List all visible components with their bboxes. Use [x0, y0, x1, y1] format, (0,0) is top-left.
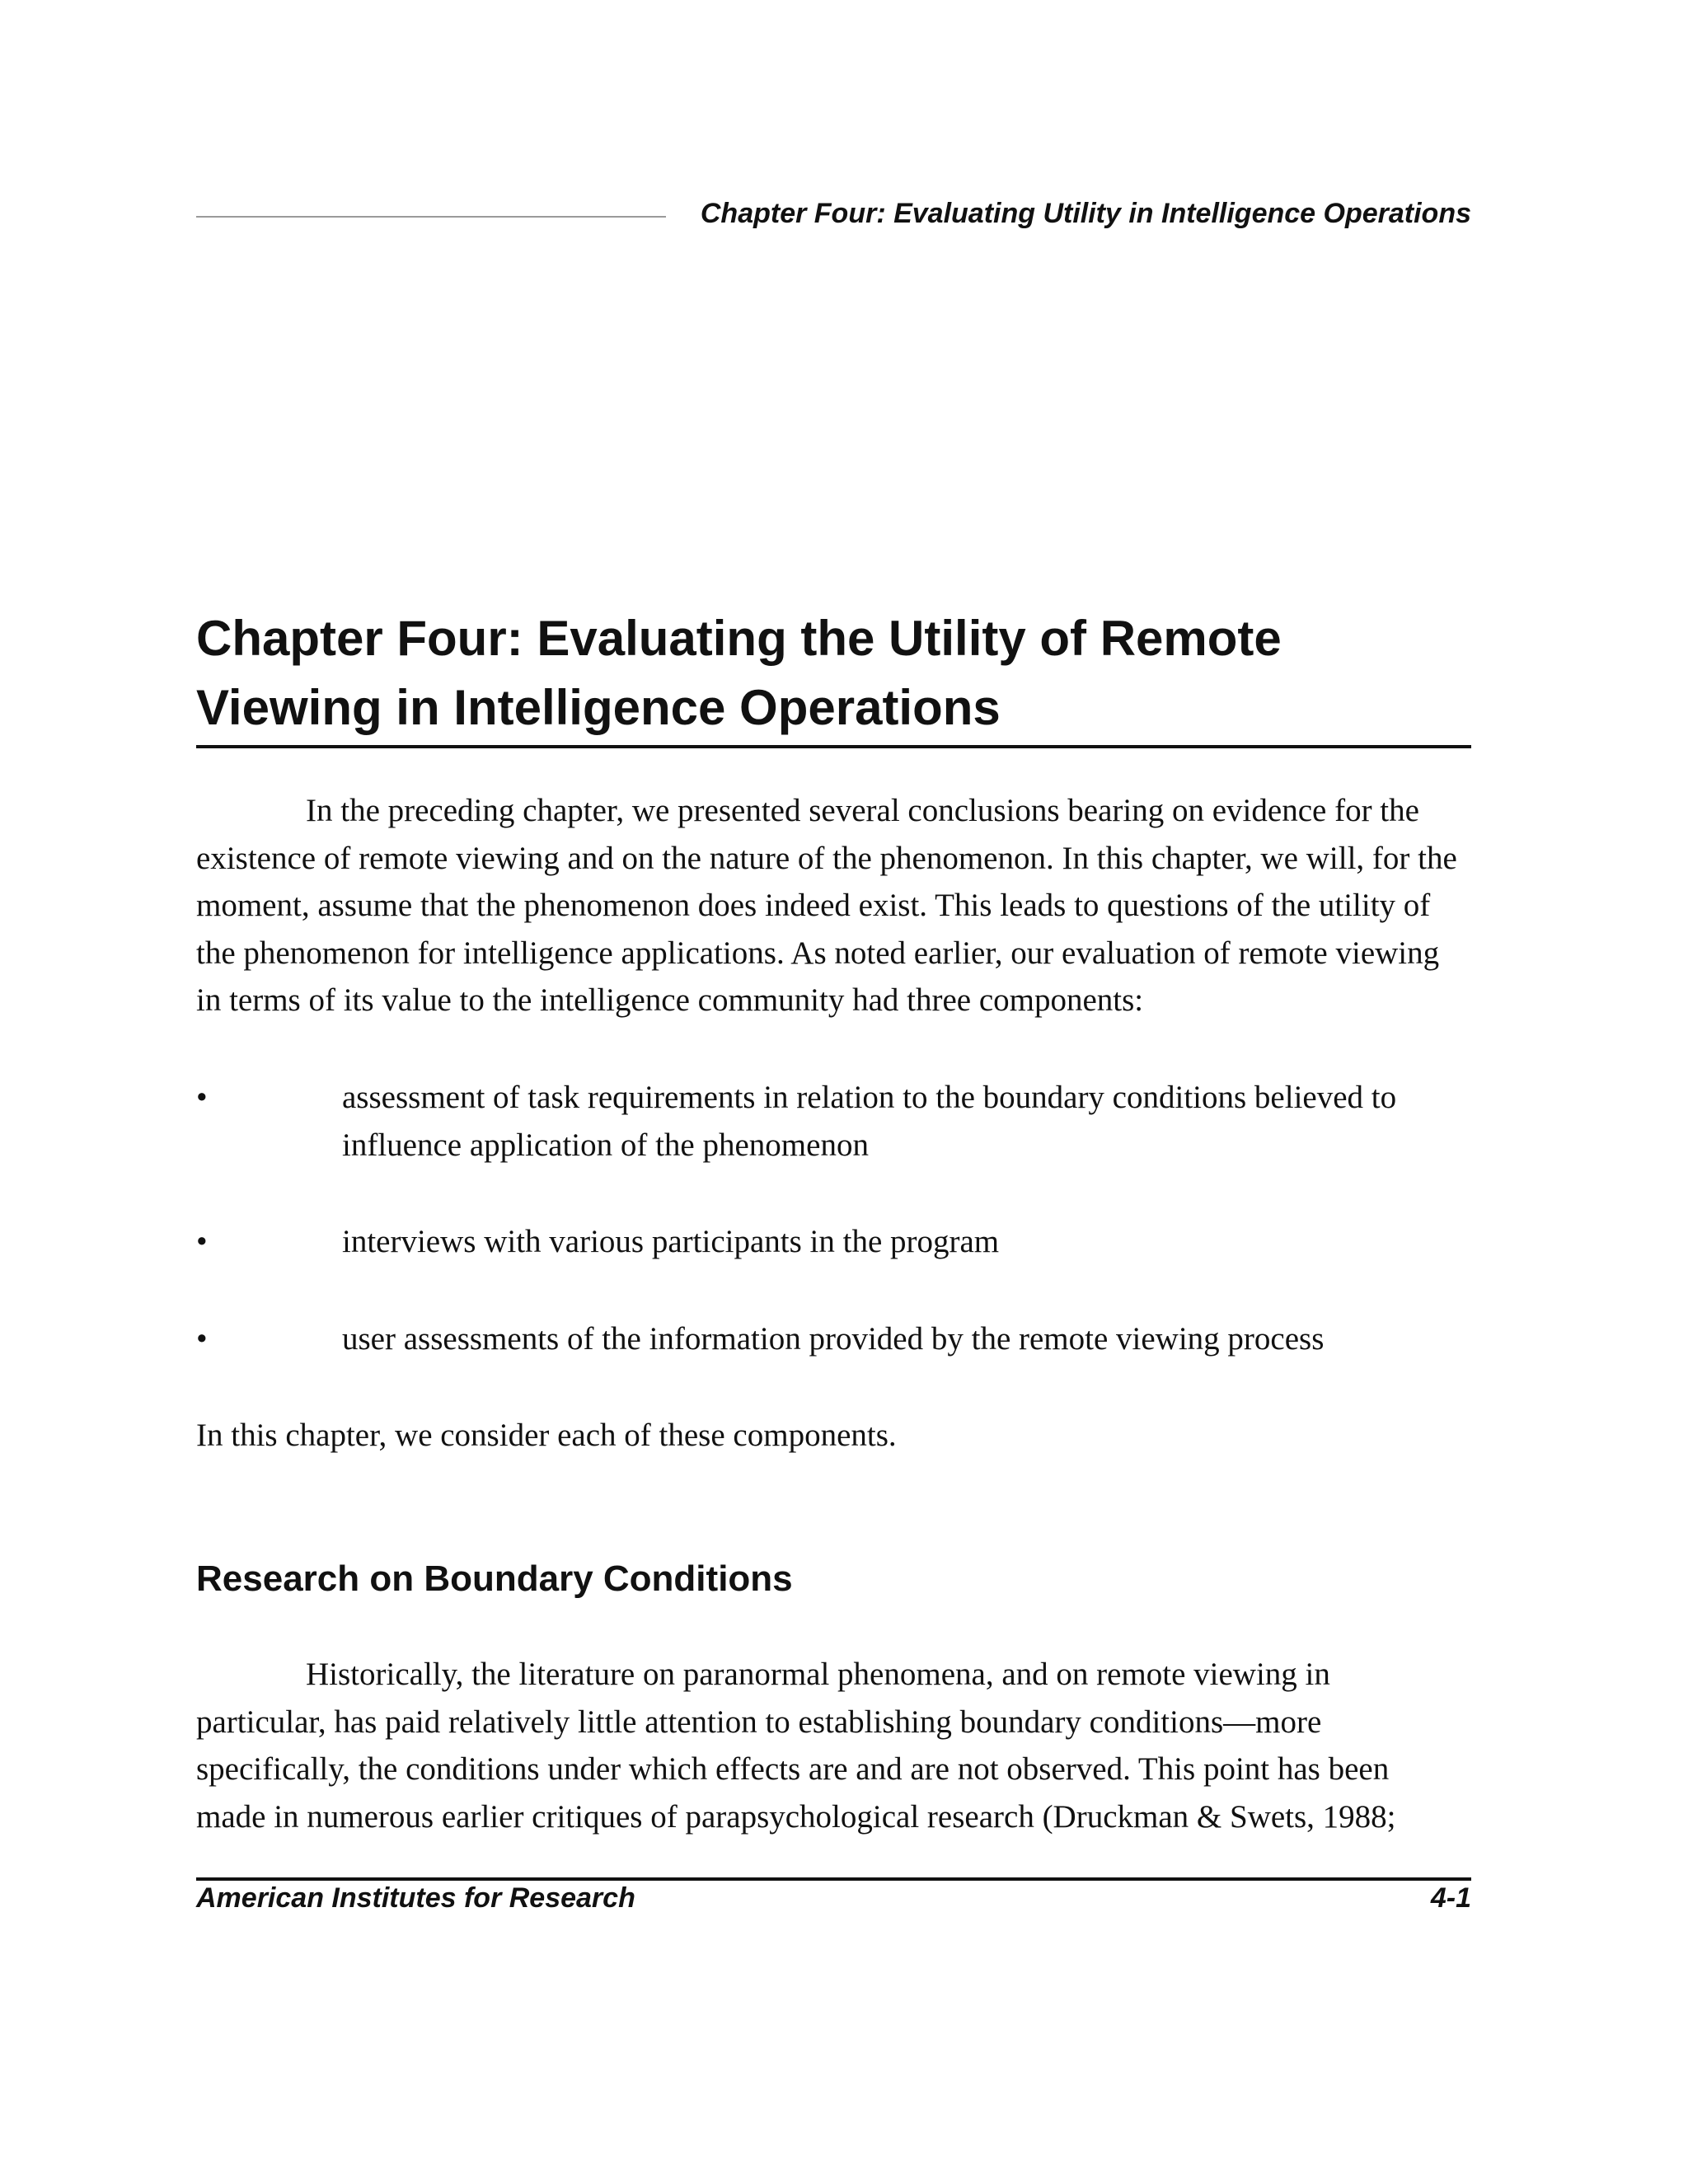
footer-rule [196, 1877, 1471, 1881]
list-item-line: influence application of the phenomenon [342, 1127, 869, 1163]
section-paragraph [196, 1651, 1482, 1840]
paragraph-line: in terms of its value to the intelligence community had three components: [196, 982, 1144, 1018]
chapter-title [196, 604, 1471, 743]
components-list [196, 1074, 1482, 1412]
page-number: 4-1 [1430, 1882, 1471, 1914]
paragraph-line: Historically, the literature on paranormal phenomena, and on remote viewing in [306, 1657, 1330, 1692]
footer-organization: American Institutes for Research [196, 1882, 635, 1914]
paragraph-line: particular, has paid relatively little attention to establishing boundary conditions—more [196, 1704, 1322, 1740]
bullet-marker: • [196, 1320, 208, 1357]
list-item [196, 1074, 1482, 1169]
list-item [196, 1218, 1482, 1266]
paragraph-line: made in numerous earlier critiques of parapsychological research (Druckman & Swets, 1988; [196, 1798, 1396, 1835]
paragraph-line: the phenomenon for intelligence applications. As noted earlier, our evaluation of remote viewing [196, 935, 1440, 971]
list-item [196, 1315, 1482, 1363]
list-item-line: user assessments of the information provided by the remote viewing process [342, 1320, 1325, 1357]
closing-sentence: In this chapter, we consider each of these components. [196, 1418, 897, 1453]
chapter-title-line: Chapter Four: Evaluating the Utility of Remote [196, 611, 1282, 666]
paragraph-line: existence of remote viewing and on the nature of the phenomenon. In this chapter, we will, for the [196, 840, 1457, 876]
header-rule [196, 216, 666, 218]
bullet-marker: • [196, 1224, 208, 1259]
paragraph-line: In the preceding chapter, we presented several conclusions bearing on evidence for the [306, 793, 1419, 828]
chapter-title-line: Viewing in Intelligence Operations [196, 680, 1001, 735]
list-item-line: assessment of task requirements in relation to the boundary conditions believed to [342, 1080, 1397, 1115]
paragraph-line: specifically, the conditions under which effects are and are not observed. This point has been [196, 1751, 1390, 1787]
intro-paragraph [196, 787, 1482, 1024]
running-header: Chapter Four: Evaluating Utility in Intelligence Operations [700, 198, 1471, 229]
list-item-line: interviews with various participants in the program [342, 1224, 1000, 1259]
title-rule [196, 745, 1471, 748]
bullet-marker: • [196, 1080, 208, 1115]
paragraph-line: moment, assume that the phenomenon does indeed exist. This leads to questions of the utility of [196, 888, 1431, 923]
section-heading: Research on Boundary Conditions [196, 1558, 793, 1599]
